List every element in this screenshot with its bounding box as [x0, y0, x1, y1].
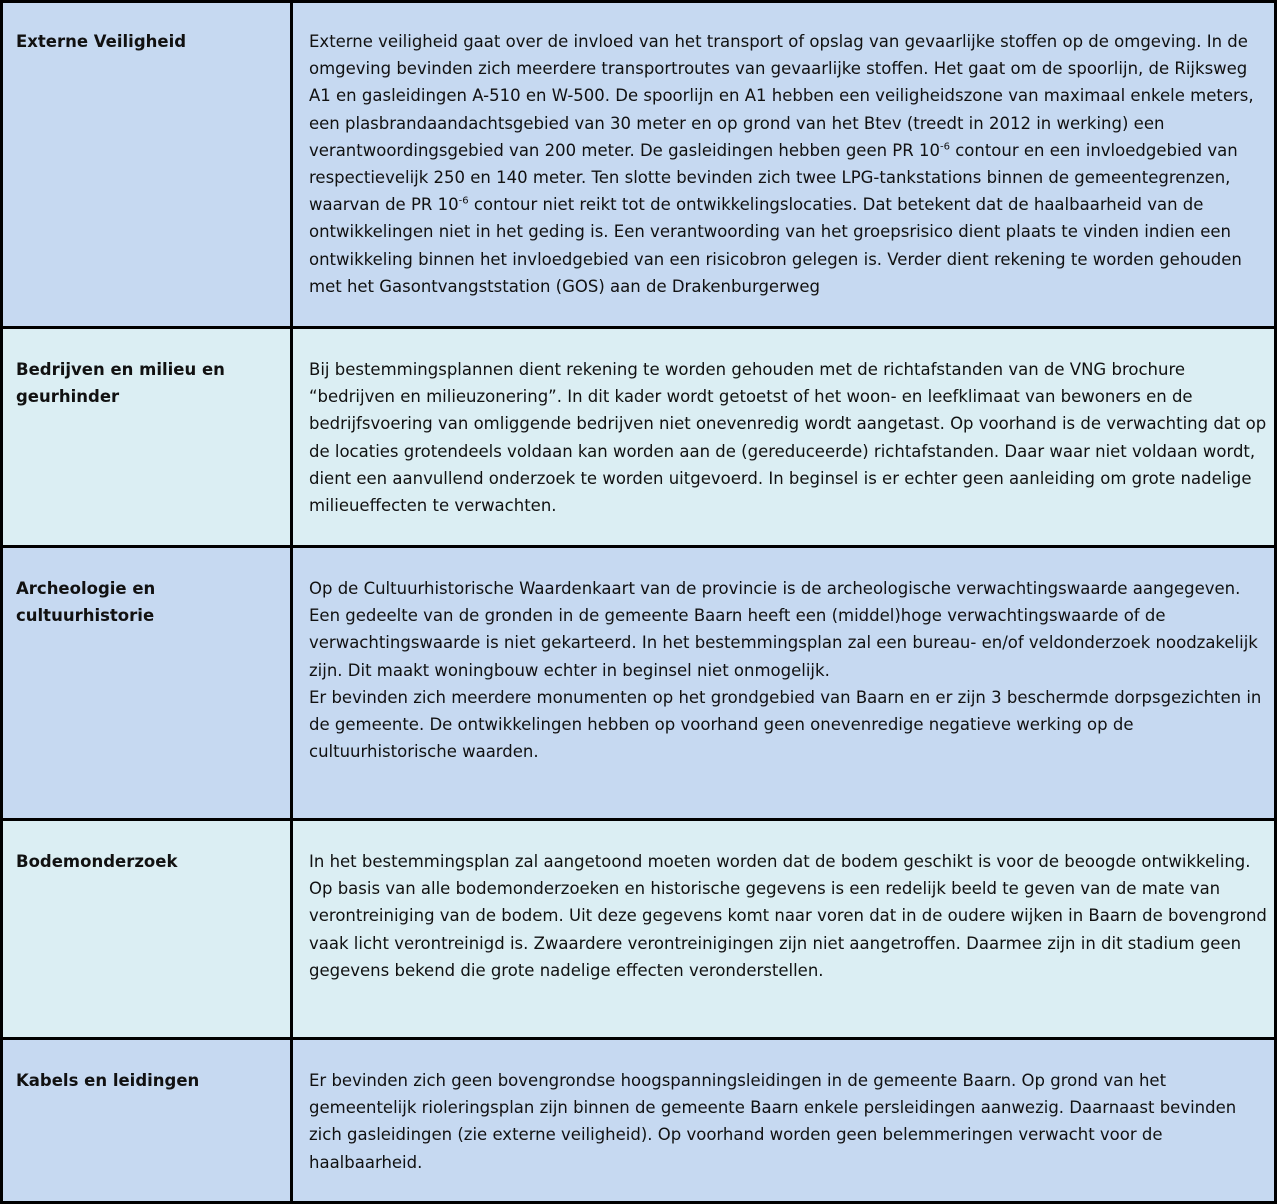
table-row: [0, 1039, 1277, 1204]
table-row: [0, 0, 1277, 328]
table-row: [0, 820, 1277, 1039]
table-row: [0, 547, 1277, 820]
row-label: Bodemonderzoek: [16, 852, 178, 871]
row-label: Archeologie en cultuurhistorie: [16, 579, 156, 625]
table-border: [0, 818, 1277, 821]
paragraph: Op de Cultuurhistorische Waardenkaart van de provincie is de archeologische verwachtingswaarde aangegeven. Een gedeelte van de gronden in de gemeente Baarn heeft een (middel)hoge verwachtingswaarde of de verwachtingswaarde is niet gekarteerd. In het bestemmingsplan zal een bureau- en/of veldonderzoek noodzakelijk zijn. Dit maakt woningbouw echter in beginsel niet onmogelijk.: [309, 579, 1258, 680]
row-body-cell: [292, 1039, 1277, 1204]
row-label: Externe Veiligheid: [16, 32, 187, 51]
row-body-text: [309, 575, 1269, 765]
row-body-cell: [292, 0, 1277, 328]
row-label-cell: [0, 0, 292, 328]
table-border: [0, 1037, 1277, 1040]
table-border: [0, 545, 1277, 548]
row-label: Bedrijven en milieu en geurhinder: [16, 360, 225, 406]
row-label-cell: [0, 328, 292, 547]
row-body-cell: [292, 547, 1277, 820]
table-border: [0, 0, 3, 1204]
row-label-cell: [0, 1039, 292, 1204]
row-body-cell: [292, 820, 1277, 1039]
row-body-text: In het bestemmingsplan zal aangetoond moeten worden dat de bodem geschikt is voor de beoogde ontwikkeling. Op basis van alle bodemonderzoeken en historische gegevens is een redelijk beeld te geven van de mate van verontreiniging van de bodem. Uit deze gegevens komt naar voren dat in de oudere wijken in Baarn de bovengrond vaak licht verontreinigd is. Zwaardere verontreinigingen zijn niet aangetroffen. Daarmee zijn in dit stadium geen gegevens bekend die grote nadelige effecten veronderstellen.: [309, 852, 1267, 980]
paragraph: Er bevinden zich meerdere monumenten op het grondgebied van Baarn en er zijn 3 beschermde dorpsgezichten in de gemeente. De ontwikkelingen hebben op voorhand geen onevenredige negatieve werking op de cultuurhistorische waarden.: [309, 687, 1262, 762]
row-body-text: Externe veiligheid gaat over de invloed van het transport of opslag van gevaarlijke stoffen op de omgeving. In de omgeving bevinden zich meerdere transportroutes van gevaarlijke stoffen. Het gaat om de spoorlijn, de Rijksweg A1 en gasleidingen A-510 en W-500. De spoorlijn en A1 hebben een veiligheidszone van maximaal enkele meters, een plasbrandaandachtsgebied van 30 meter en op grond van het Btev (treedt in 2012 in werking) een verantwoordingsgebied van 200 meter. De gasleidingen hebben geen PR $10^{-6}$ contour en een invloedgebied van respectievelijk 250 en 140 meter. Ten slotte bevinden zich twee LPG-tankstations binnen de gemeentegrenzen, waarvan de PR $10^{-6}$ contour niet reikt tot de ontwikkelingslocaties. Dat betekent dat de haalbaarheid van de ontwikkelingen niet in het geding is. Een verantwoording van het groepsrisico dient plaats te vinden indien een ontwikkeling binnen het invloedgebied van een risicobron gelegen is. Verder dient rekening te worden gehouden met het Gasontvangststation (GOS) aan de Drakenburgerweg: [309, 32, 1254, 296]
table-border: [290, 0, 293, 1204]
row-label-cell: [0, 820, 292, 1039]
row-body-cell: [292, 328, 1277, 547]
table-border: [0, 0, 1277, 3]
row-body-text: Er bevinden zich geen bovengrondse hoogspanningsleidingen in de gemeente Baarn. Op grond van het gemeentelijk rioleringsplan zijn binnen de gemeente Baarn enkele persleidingen aanwezig. Daarnaast bevinden zich gasleidingen (zie externe veiligheid). Op voorhand worden geen belemmeringen verwacht voor de haalbaarheid.: [309, 1071, 1237, 1172]
table-row: [0, 328, 1277, 547]
row-body-text: Bij bestemmingsplannen dient rekening te worden gehouden met de richtafstanden van de VNG brochure “bedrijven en milieuzonering”. In dit kader wordt getoetst of het woon- en leefklimaat van bewoners en de bedrijfsvoering van omliggende bedrijven niet onevenredig wordt aangetast. Op voorhand is de verwachting dat op de locaties grotendeels voldaan kan worden aan de (gereduceerde) richtafstanden. Daar waar niet voldaan wordt, dient een aanvullend onderzoek te worden uitgevoerd. In beginsel is er echter geen aanleiding om grote nadelige milieueffecten te verwachten.: [309, 360, 1267, 516]
row-label: Kabels en leidingen: [16, 1071, 200, 1090]
table-border: [0, 326, 1277, 329]
row-label-cell: [0, 547, 292, 820]
